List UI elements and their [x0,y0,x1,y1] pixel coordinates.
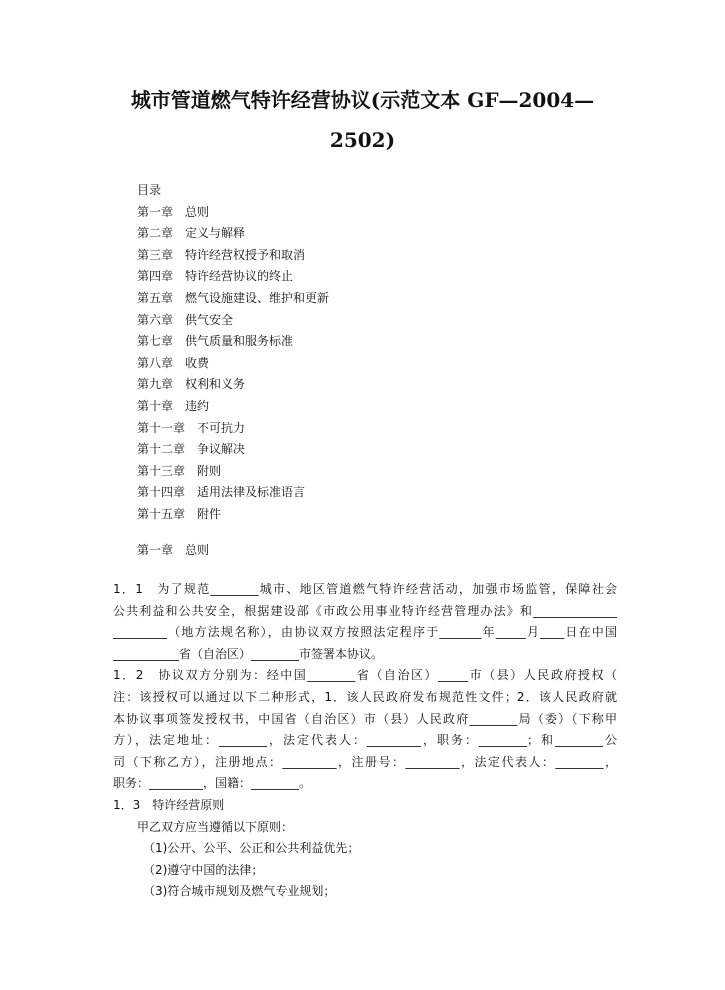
toc-item-15[interactable]: 第十五章 附件 [137,506,222,521]
list-item: （1)公开、公平、公正和公共利益优先； [143,841,360,856]
document-title-line2: 2502) [329,128,396,152]
toc-item-12[interactable]: 第十二章 争议解决 [137,442,246,457]
paragraph-line: 职务：_________，国籍：________。 [113,776,312,791]
chapter-1-heading: 第一章 总则 [137,543,210,557]
paragraph-line: 公共利益和公共安全，根据建设部《市政公用事业特许经营管理办法》和______________ [113,603,617,618]
paragraph-line: 司（下称乙方），注册地点：_________，注册号：_________，法定代表人：________， [113,754,617,769]
paragraph-line: 本协议事项签发授权书，中国省（自治区）市（县）人民政府________局（委）（下称甲 [113,711,617,726]
toc-heading: 目录 [137,183,162,197]
toc-item-11[interactable]: 第十一章 不可抗力 [137,420,246,435]
toc-item-10[interactable]: 第十章 违约 [137,398,210,413]
table-of-contents [137,180,329,526]
paragraph-line: ___________省（自治区）________市签署本协议。 [113,646,384,661]
toc-item-6[interactable]: 第六章 供气安全 [137,312,234,327]
paragraph-line: 1．2 协议双方分别为：经中国________省（自治区）_____市（县）人民政府授权（ [113,668,617,683]
list-item: （3)符合城市规划及燃气专业规划； [143,884,336,899]
toc-item-8[interactable]: 第八章 收费 [137,355,210,370]
toc-item-1[interactable]: 第一章 总则 [137,204,210,219]
toc-item-14[interactable]: 第十四章 适用法律及标准语言 [137,485,306,500]
document-title-line1: 城市管道燃气特许经营协议(示范文本 GF—2004— [130,88,595,112]
toc-item-9[interactable]: 第九章 权利和义务 [137,377,246,392]
document-title [100,80,625,160]
toc-item-2[interactable]: 第二章 定义与解释 [137,226,246,241]
toc-item-7[interactable]: 第七章 供气质量和服务标准 [137,334,294,349]
paragraph-line: 方），法定地址：________，法定代表人：_________，职务：________；和________公 [113,733,617,748]
toc-item-3[interactable]: 第三章 特许经营权授予和取消 [137,247,306,262]
section-subheading: 1．3 特许经营原则 [113,797,225,812]
paragraph-line: 甲乙双方应当遵循以下原则： [137,819,294,834]
list-item: （2)遵守中国的法律； [143,862,264,877]
chapter-1-body [113,579,617,903]
paragraph-line: 1．1 为了规范________城市、地区管道燃气特许经营活动，加强市场监管，保障社会 [113,582,617,596]
toc-item-5[interactable]: 第五章 燃气设施建设、维护和更新 [137,290,330,305]
toc-item-4[interactable]: 第四章 特许经营协议的终止 [137,269,294,284]
paragraph-line: _________（地方法规名称），由协议双方按照法定程序于_______年_____月____日在中国 [113,625,617,640]
paragraph-line: 注：该授权可以通过以下二种形式，1．该人民政府发布规范性文件；2．该人民政府就 [113,689,617,704]
toc-item-13[interactable]: 第十三章 附则 [137,463,222,478]
